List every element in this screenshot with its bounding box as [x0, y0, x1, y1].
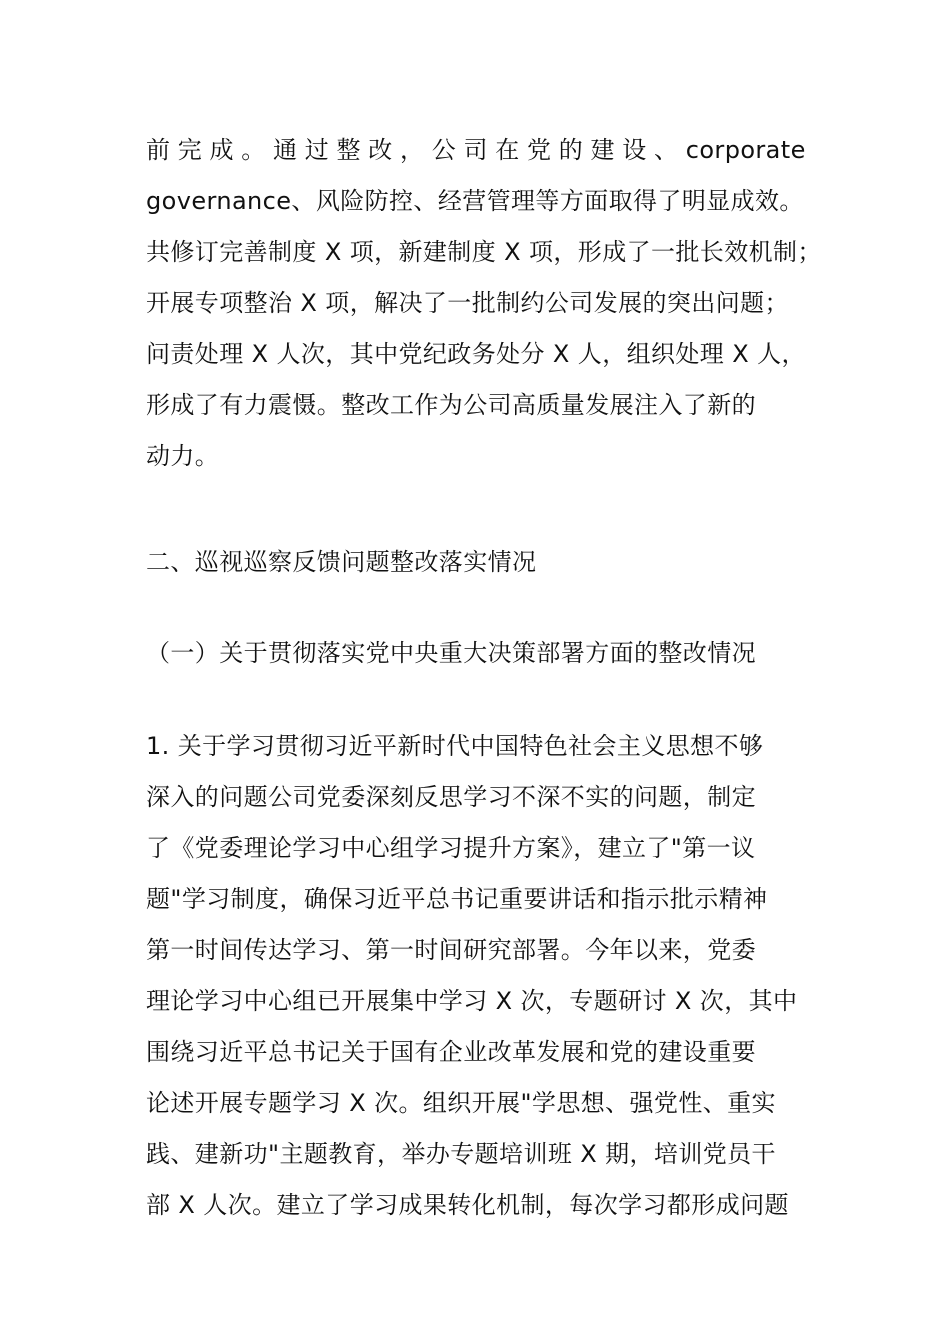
justified-char: 成: [209, 136, 234, 164]
justified-char: 司: [463, 136, 488, 164]
justified-char: 建: [590, 136, 615, 164]
subsection-heading: （一）关于贯彻落实党中央重大决策部署方面的整改情况: [146, 639, 756, 667]
paragraph-item-1: [146, 721, 806, 1231]
justified-char: corporate: [685, 136, 806, 164]
document-page: [146, 125, 822, 1231]
paragraph-line: 深入的问题公司党委深刻反思学习不深不实的问题，制定: [146, 783, 756, 811]
justified-char: 党: [527, 136, 552, 164]
paragraph-line: 围绕习近平总书记关于国有企业改革发展和党的建设重要: [146, 1038, 756, 1066]
paragraph-line: 理论学习中心组已开展集中学习 X 次，专题研讨 X 次，其中: [146, 987, 798, 1015]
paragraph-line: 第一时间传达学习、第一时间研究部署。今年以来，党委: [146, 936, 756, 964]
paragraph-line: 践、建新功"主题教育，举办专题培训班 X 期，培训党员干: [146, 1140, 776, 1168]
paragraph-line: 了《党委理论学习中心组学习提升方案》，建立了"第一议: [146, 834, 756, 862]
paragraph-intro: [146, 125, 822, 482]
justified-char: 、: [654, 136, 679, 164]
justified-char: 完: [177, 136, 203, 164]
paragraph-line: 题"学习制度，确保习近平总书记重要讲话和指示批示精神: [146, 885, 768, 913]
justified-char: 过: [304, 136, 330, 164]
justified-char: 改: [368, 136, 393, 164]
paragraph-line: 形成了有力震慑。整改工作为公司高质量发展注入了新的: [146, 391, 756, 419]
section-heading: 二、巡视巡察反馈问题整改落实情况: [146, 548, 537, 576]
paragraph-line: 共修订完善制度 X 项，新建制度 X 项，形成了一批长效机制；: [146, 238, 822, 266]
paragraph-line: [146, 125, 806, 176]
paragraph-line: governance、风险防控、经营管理等方面取得了明显成效。: [146, 187, 804, 215]
paragraph-line: 论述开展专题学习 X 次。组织开展"学思想、强党性、重实: [146, 1089, 776, 1117]
justified-char: 前: [146, 136, 171, 164]
paragraph-line: 部 X 人次。建立了学习成果转化机制，每次学习都形成问题: [146, 1191, 789, 1219]
paragraph-line: 动力。: [146, 442, 220, 470]
justified-char: ，: [400, 136, 425, 164]
justified-char: 公: [431, 136, 457, 164]
justified-char: 在: [495, 136, 520, 164]
justified-char: 设: [622, 136, 647, 164]
justified-char: 整: [336, 136, 361, 164]
justified-char: 的: [558, 136, 584, 164]
paragraph-line: 问责处理 X 人次，其中党纪政务处分 X 人，组织处理 X 人，: [146, 340, 806, 368]
justified-char: 通: [273, 136, 298, 164]
justified-char: 。: [241, 136, 266, 164]
paragraph-line: 1. 关于学习贯彻习近平新时代中国特色社会主义思想不够: [146, 732, 764, 760]
paragraph-line: 开展专项整治 X 项，解决了一批制约公司发展的突出问题；: [146, 289, 789, 317]
